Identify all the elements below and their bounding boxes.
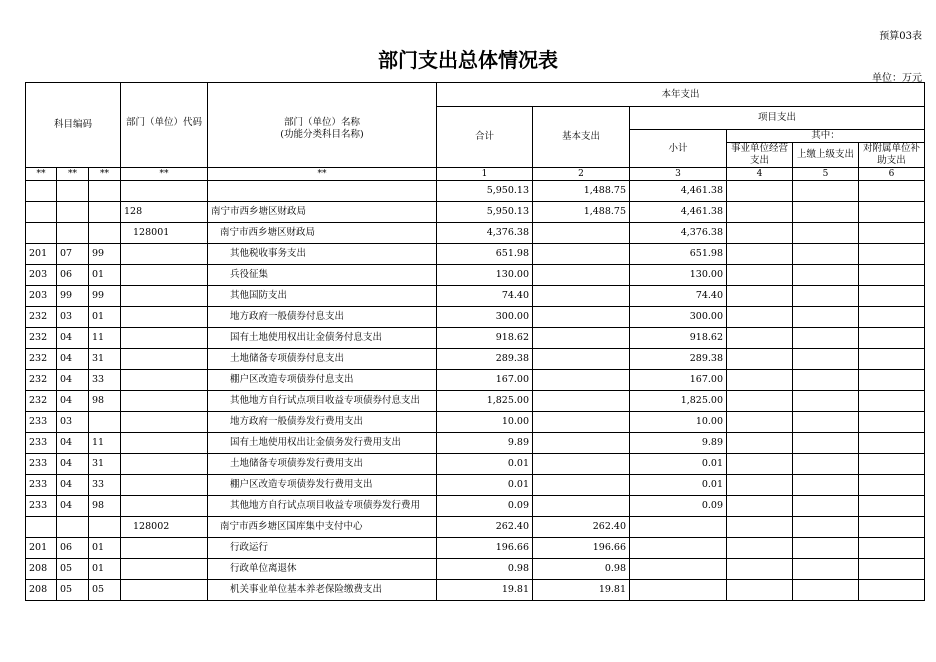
upper-cell [793,412,859,433]
upper-cell [793,307,859,328]
upper-cell [793,181,859,202]
basic-cell [533,265,630,286]
class-code-cell: 232 [26,349,57,370]
class-code-cell: 232 [26,370,57,391]
table-row [26,454,925,475]
class-code-cell: 233 [26,475,57,496]
dept-name-cell: 国有土地使用权出让金债务付息支出 [208,328,437,349]
dept-code-cell [121,244,208,265]
subsidy-cell [859,349,925,370]
subsidy-cell [859,433,925,454]
class-code-cell [26,202,57,223]
subtotal-cell: 130.00 [630,265,727,286]
class-code-cell: 233 [26,433,57,454]
index-cell: 6 [859,168,925,181]
index-cell: ** [121,168,208,181]
total-cell: 0.01 [437,454,533,475]
table-row [26,328,925,349]
dept-code-cell: 128 [121,202,208,223]
dept-name-cell: 棚户区改造专项债券发行费用支出 [208,475,437,496]
subitem-code-cell: 31 [89,349,121,370]
index-cell: ** [208,168,437,181]
basic-cell: 196.66 [533,538,630,559]
basic-cell [533,223,630,244]
basic-cell [533,328,630,349]
class-code-cell: 233 [26,454,57,475]
basic-cell [533,412,630,433]
subitem-code-cell: 01 [89,265,121,286]
subitem-code-cell: 33 [89,475,121,496]
subitem-code-cell: 99 [89,286,121,307]
subtotal-cell: 1,825.00 [630,391,727,412]
business-cell [727,559,793,580]
subsidy-cell [859,538,925,559]
total-cell: 10.00 [437,412,533,433]
class-code-cell: 232 [26,328,57,349]
index-cell: 3 [630,168,727,181]
business-header: 事业单位经营支出 [727,143,793,168]
dept-name-cell: 地方政府一般债券付息支出 [208,307,437,328]
table-row [26,223,925,244]
total-cell: 289.38 [437,349,533,370]
business-cell [727,454,793,475]
dept-code-cell [121,559,208,580]
basic-cell [533,496,630,517]
total-cell: 300.00 [437,307,533,328]
business-cell [727,349,793,370]
subsidy-cell [859,286,925,307]
dept-name-cell: 棚户区改造专项债券付息支出 [208,370,437,391]
class-code-cell: 203 [26,265,57,286]
business-cell [727,202,793,223]
upper-cell [793,496,859,517]
table-row [26,412,925,433]
dept-code-cell [121,391,208,412]
business-cell [727,433,793,454]
dept-code-cell [121,454,208,475]
upper-cell [793,538,859,559]
business-cell [727,307,793,328]
table-row [26,181,925,202]
dept-code-cell [121,265,208,286]
expenditure-table [25,82,925,601]
dept-name-cell: 其他地方自行试点项目收益专项债券发行费用 [208,496,437,517]
index-cell: ** [89,168,121,181]
table-row [26,244,925,265]
upper-cell [793,454,859,475]
table-row [26,559,925,580]
dept-name-cell: 南宁市西乡塘区财政局 [208,223,437,244]
form-code-label: 预算03表 [879,31,922,42]
basic-cell [533,433,630,454]
subitem-code-cell [89,223,121,244]
business-cell [727,391,793,412]
basic-cell [533,307,630,328]
basic-cell: 262.40 [533,517,630,538]
table-row [26,265,925,286]
subitem-code-cell: 01 [89,307,121,328]
dept-name-subtitle: (功能分类科目名称) [280,129,364,140]
total-cell: 5,950.13 [437,202,533,223]
subtotal-cell: 167.00 [630,370,727,391]
subitem-code-cell [89,202,121,223]
item-code-cell [57,202,89,223]
subsidy-cell [859,517,925,538]
subtotal-header: 小计 [630,130,727,168]
subtotal-cell [630,517,727,538]
upper-cell [793,580,859,601]
subitem-code-cell: 31 [89,454,121,475]
total-cell: 4,376.38 [437,223,533,244]
table-body [26,181,925,601]
dept-name-cell [208,181,437,202]
class-code-cell [26,223,57,244]
basic-cell [533,454,630,475]
total-cell: 0.98 [437,559,533,580]
subtotal-cell: 300.00 [630,307,727,328]
business-cell [727,517,793,538]
subsidy-cell [859,475,925,496]
dept-code-cell [121,475,208,496]
business-cell [727,328,793,349]
total-cell: 74.40 [437,286,533,307]
index-cell: 2 [533,168,630,181]
subtotal-cell: 4,376.38 [630,223,727,244]
table-row [26,517,925,538]
subsidy-cell [859,559,925,580]
upper-cell [793,349,859,370]
upper-cell [793,559,859,580]
dept-code-cell [121,307,208,328]
total-cell: 0.01 [437,475,533,496]
dept-name-header [208,83,437,168]
basic-cell: 0.98 [533,559,630,580]
subsidy-cell [859,412,925,433]
upper-header: 上缴上级支出 [793,143,859,168]
table-row [26,391,925,412]
item-code-cell: 06 [57,265,89,286]
business-cell [727,580,793,601]
business-cell [727,412,793,433]
total-cell: 19.81 [437,580,533,601]
item-code-cell: 99 [57,286,89,307]
subsidy-cell [859,496,925,517]
basic-cell [533,475,630,496]
upper-cell [793,223,859,244]
item-code-cell: 04 [57,454,89,475]
basic-cell [533,244,630,265]
business-cell [727,181,793,202]
class-code-cell: 201 [26,538,57,559]
upper-cell [793,202,859,223]
dept-code-cell [121,580,208,601]
subsidy-cell [859,391,925,412]
basic-cell [533,391,630,412]
subitem-code-cell: 33 [89,370,121,391]
dept-name-cell: 南宁市西乡塘区财政局 [208,202,437,223]
dept-name-cell: 行政运行 [208,538,437,559]
table-row [26,433,925,454]
dept-name-cell: 地方政府一般债券发行费用支出 [208,412,437,433]
table-row [26,307,925,328]
subsidy-cell [859,454,925,475]
dept-name-cell: 其他税收事务支出 [208,244,437,265]
subtotal-cell [630,538,727,559]
class-code-cell: 208 [26,580,57,601]
table-row [26,370,925,391]
subtotal-cell: 4,461.38 [630,202,727,223]
subsidy-cell [859,328,925,349]
dept-name-cell: 机关事业单位基本养老保险缴费支出 [208,580,437,601]
item-code-cell: 05 [57,580,89,601]
basic-header: 基本支出 [533,107,630,168]
subsidy-cell [859,265,925,286]
subitem-code-cell: 11 [89,433,121,454]
business-cell [727,475,793,496]
upper-cell [793,244,859,265]
index-cell: 1 [437,168,533,181]
business-cell [727,538,793,559]
subtotal-cell: 918.62 [630,328,727,349]
subsidy-cell [859,181,925,202]
dept-name-cell: 南宁市西乡塘区国库集中支付中心 [208,517,437,538]
dept-code-cell [121,433,208,454]
index-cell: 5 [793,168,859,181]
item-code-cell [57,181,89,202]
total-cell: 0.09 [437,496,533,517]
subsidy-cell [859,370,925,391]
dept-code-cell [121,370,208,391]
upper-cell [793,475,859,496]
index-row [26,168,925,181]
subsidy-cell [859,202,925,223]
subitem-code-cell: 05 [89,580,121,601]
dept-code-cell [121,412,208,433]
business-cell [727,370,793,391]
table-row [26,475,925,496]
class-code-cell: 233 [26,496,57,517]
upper-cell [793,265,859,286]
total-cell: 5,950.13 [437,181,533,202]
item-code-cell: 04 [57,328,89,349]
basic-cell [533,349,630,370]
total-cell: 9.89 [437,433,533,454]
total-cell: 918.62 [437,328,533,349]
dept-name-cell: 兵役征集 [208,265,437,286]
subtotal-cell: 74.40 [630,286,727,307]
total-cell: 167.00 [437,370,533,391]
business-cell [727,244,793,265]
subitem-code-cell [89,181,121,202]
business-cell [727,223,793,244]
unit-label: 单位：万元 [872,73,922,84]
class-code-cell: 232 [26,391,57,412]
item-code-cell: 06 [57,538,89,559]
subtotal-cell: 651.98 [630,244,727,265]
subitem-code-cell: 99 [89,244,121,265]
dept-name-title: 部门（单位）名称 [284,117,361,128]
subitem-code-cell [89,412,121,433]
subsidy-header: 对附属单位补助支出 [859,143,925,168]
upper-cell [793,391,859,412]
subtotal-cell: 0.09 [630,496,727,517]
subtotal-cell [630,559,727,580]
project-header: 项目支出 [630,107,925,130]
item-code-cell: 03 [57,307,89,328]
subtotal-cell: 0.01 [630,454,727,475]
dept-code-cell [121,286,208,307]
subsidy-cell [859,580,925,601]
total-cell: 196.66 [437,538,533,559]
dept-code-cell [121,349,208,370]
basic-cell: 1,488.75 [533,202,630,223]
basic-cell [533,286,630,307]
item-code-cell [57,223,89,244]
dept-name-cell: 行政单位离退休 [208,559,437,580]
total-header: 合计 [437,107,533,168]
item-code-cell: 04 [57,370,89,391]
subtotal-cell: 4,461.38 [630,181,727,202]
item-code-cell: 04 [57,496,89,517]
total-cell: 262.40 [437,517,533,538]
business-cell [727,496,793,517]
dept-name-cell: 国有土地使用权出让金债务发行费用支出 [208,433,437,454]
page-title: 部门支出总体情况表 [378,48,558,72]
total-cell: 130.00 [437,265,533,286]
dept-code-cell: 128001 [121,223,208,244]
item-code-cell: 04 [57,391,89,412]
subtotal-cell: 289.38 [630,349,727,370]
subitem-code-cell: 01 [89,538,121,559]
dept-code-cell [121,181,208,202]
class-code-cell: 203 [26,286,57,307]
basic-cell: 19.81 [533,580,630,601]
subsidy-cell [859,307,925,328]
dept-code-cell [121,496,208,517]
item-code-cell: 07 [57,244,89,265]
table-row [26,496,925,517]
upper-cell [793,433,859,454]
subitem-code-cell: 98 [89,496,121,517]
upper-cell [793,286,859,307]
table-row [26,202,925,223]
subitem-code-cell: 98 [89,391,121,412]
subsidy-cell [859,223,925,244]
dept-code-cell: 128002 [121,517,208,538]
class-code-cell: 208 [26,559,57,580]
subtotal-cell: 0.01 [630,475,727,496]
class-code-cell: 232 [26,307,57,328]
dept-name-cell: 土地储备专项债券发行费用支出 [208,454,437,475]
class-code-cell [26,181,57,202]
dept-name-cell: 其他国防支出 [208,286,437,307]
upper-cell [793,370,859,391]
basic-cell: 1,488.75 [533,181,630,202]
class-code-cell: 233 [26,412,57,433]
total-cell: 651.98 [437,244,533,265]
item-code-cell: 04 [57,349,89,370]
subtotal-cell: 9.89 [630,433,727,454]
item-code-cell [57,517,89,538]
current-year-header: 本年支出 [437,83,925,107]
upper-cell [793,517,859,538]
subtotal-cell: 10.00 [630,412,727,433]
subject-code-header: 科目编码 [26,83,121,168]
class-code-cell: 201 [26,244,57,265]
table-row [26,580,925,601]
business-cell [727,265,793,286]
subitem-code-cell [89,517,121,538]
subitem-code-cell: 01 [89,559,121,580]
index-cell: ** [26,168,57,181]
dept-code-cell [121,538,208,559]
index-cell: ** [57,168,89,181]
item-code-cell: 05 [57,559,89,580]
dept-name-cell: 土地储备专项债券付息支出 [208,349,437,370]
index-cell: 4 [727,168,793,181]
subtotal-cell [630,580,727,601]
dept-code-cell [121,328,208,349]
item-code-cell: 04 [57,475,89,496]
dept-name-cell: 其他地方自行试点项目收益专项债券付息支出 [208,391,437,412]
subsidy-cell [859,244,925,265]
business-cell [727,286,793,307]
subitem-code-cell: 11 [89,328,121,349]
table-row [26,538,925,559]
total-cell: 1,825.00 [437,391,533,412]
of-which-header: 其中： [727,130,925,143]
item-code-cell: 03 [57,412,89,433]
table-row [26,286,925,307]
item-code-cell: 04 [57,433,89,454]
class-code-cell [26,517,57,538]
upper-cell [793,328,859,349]
table-row [26,349,925,370]
basic-cell [533,370,630,391]
dept-code-header: 部门（单位）代码 [121,83,208,168]
